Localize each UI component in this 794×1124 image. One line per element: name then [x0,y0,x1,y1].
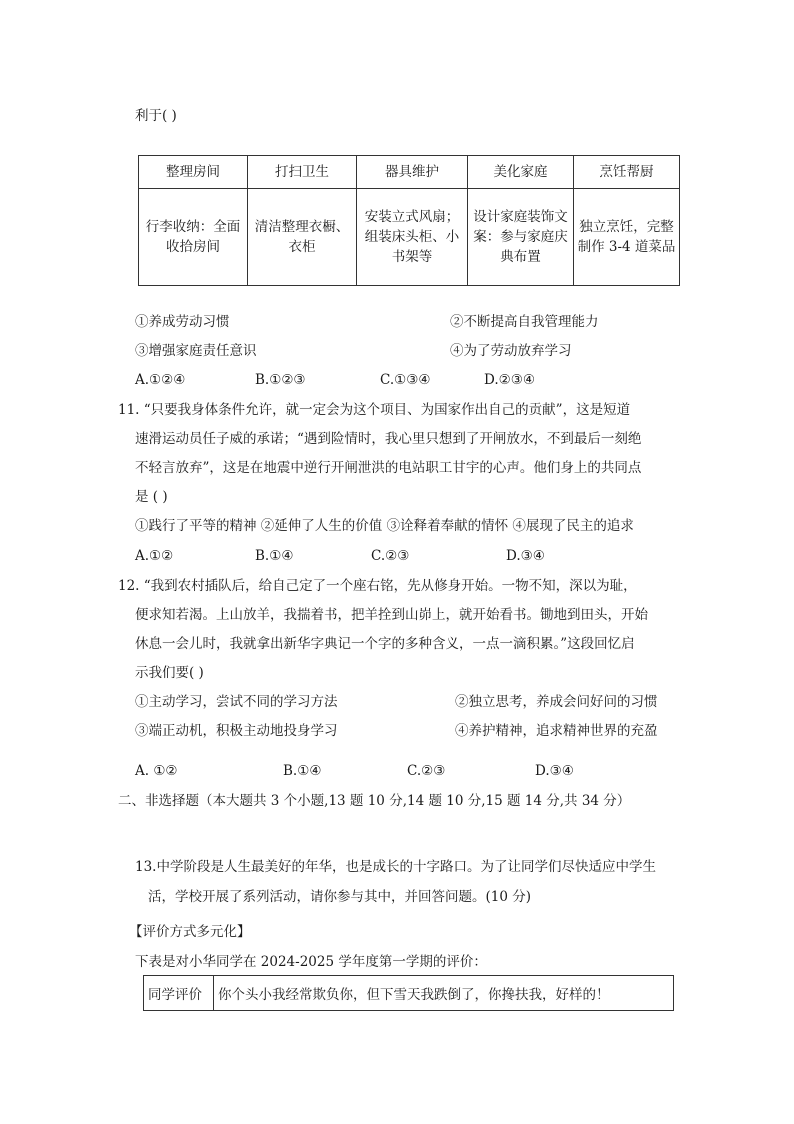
table-cell: 行李收纳：全面 收拾房间 [139,189,248,286]
q12-stem-line: 示我们要( ) [135,665,204,681]
labor-activity-table [138,155,680,286]
section-heading: 二、非选择题（本大题共 3 个小题,13 题 10 分,14 题 10 分,15 题 14 分,共 34 分） [118,793,631,809]
q12-option-c[interactable]: C.②③ [407,763,446,779]
table-header-row [139,156,680,189]
eval-label-cell: 同学评价 [144,976,214,1011]
table-cell: 独立烹饪，完整 制作 3-4 道菜品 [574,189,680,286]
q12-stem-line: 休息一会儿时，我就拿出新华字典记一个字的多种含义，一点一滴积累。”这段回忆启 [135,636,635,652]
table-row [144,976,674,1011]
q12-option-b[interactable]: B.①④ [283,763,322,779]
q12-item-4: ④养护精神，追求精神世界的充盈 [455,723,658,739]
q12-item-1: ①主动学习，尝试不同的学习方法 [135,694,338,710]
eval-content-cell: 你个头小我经常欺负你，但下雪天我跌倒了，你搀扶我，好样的！ [214,976,674,1011]
header-cell: 器具维护 [357,156,468,189]
table-cell: 设计家庭装饰文 案：参与家庭庆 典布置 [468,189,574,286]
q10-item-3: ③增强家庭责任意识 [135,343,257,359]
header-cell: 烹饪帮厨 [574,156,680,189]
header-cell: 打扫卫生 [248,156,357,189]
q11-stem-line: 11. “只要我身体条件允许，就一定会为这个项目、为国家作出自己的贡献”，这是短道 [118,402,631,418]
q12-item-2: ②独立思考，养成会问好问的习惯 [455,694,658,710]
header-cell: 美化家庭 [468,156,574,189]
q12-stem-line: 12. “我到农村插队后，给自己定了一个座右铭，先从修身开始。一物不知，深以为耻， [118,578,637,594]
q11-stem-line: 速滑运动员任子威的承诺；“遇到险情时，我心里只想到了开闸放水，不到最后一刻绝 [135,431,642,447]
evaluation-table [143,975,674,1011]
eval-intro: 下表是对小华同学在 2024-2025 学年度第一学期的评价： [135,954,487,970]
q11-stem-line: 不轻言放弃”，这是在地震中逆行开闸泄洪的电站职工甘宇的心声。他们身上的共同点 [135,460,642,476]
table-cell: 清洁整理衣橱、 衣柜 [248,189,357,286]
q10-option-c[interactable]: C.①③④ [380,372,431,388]
q10-item-4: ④为了劳动放弃学习 [450,343,572,359]
q10-option-d[interactable]: D.②③④ [484,372,535,388]
q12-item-3: ③端正动机，积极主动地投身学习 [135,723,338,739]
q11-option-d[interactable]: D.③④ [506,548,545,564]
q10-item-1: ①养成劳动习惯 [135,314,230,330]
q11-option-b[interactable]: B.①④ [255,548,294,564]
q11-items: ①践行了平等的精神 ②延伸了人生的价值 ③诠释着奉献的情怀 ④展现了民主的追求 [135,518,634,534]
q11-option-a[interactable]: A.①② [135,548,174,564]
q12-option-d[interactable]: D.③④ [535,763,574,779]
q12-stem-line: 便求知若渴。上山放羊，我揣着书，把羊拴到山峁上，就开始看书。锄地到田头，开始 [135,607,648,623]
q12-option-a[interactable]: A. ①② [135,763,178,779]
table-cell: 安装立式风扇； 组装床头柜、小 书架等 [357,189,468,286]
q10-item-2: ②不断提高自我管理能力 [450,314,599,330]
q13-stem-line: 活，学校开展了系列活动，请你参与其中，并回答问题。(10 分) [148,889,532,905]
q11-stem-line: 是 ( ) [135,489,168,505]
q10-option-b[interactable]: B.①②③ [255,372,306,388]
q10-stem-tail: 利于( ) [135,108,177,124]
table-row [139,189,680,286]
q10-option-a[interactable]: A.①②④ [135,372,186,388]
subsection-heading: 【评价方式多元化】 [129,924,251,940]
q13-stem-line: 13.中学阶段是人生最美好的年华，也是成长的十字路口。为了让同学们尽快适应中学生 [135,859,656,875]
q11-option-c[interactable]: C.②③ [371,548,410,564]
header-cell: 整理房间 [139,156,248,189]
